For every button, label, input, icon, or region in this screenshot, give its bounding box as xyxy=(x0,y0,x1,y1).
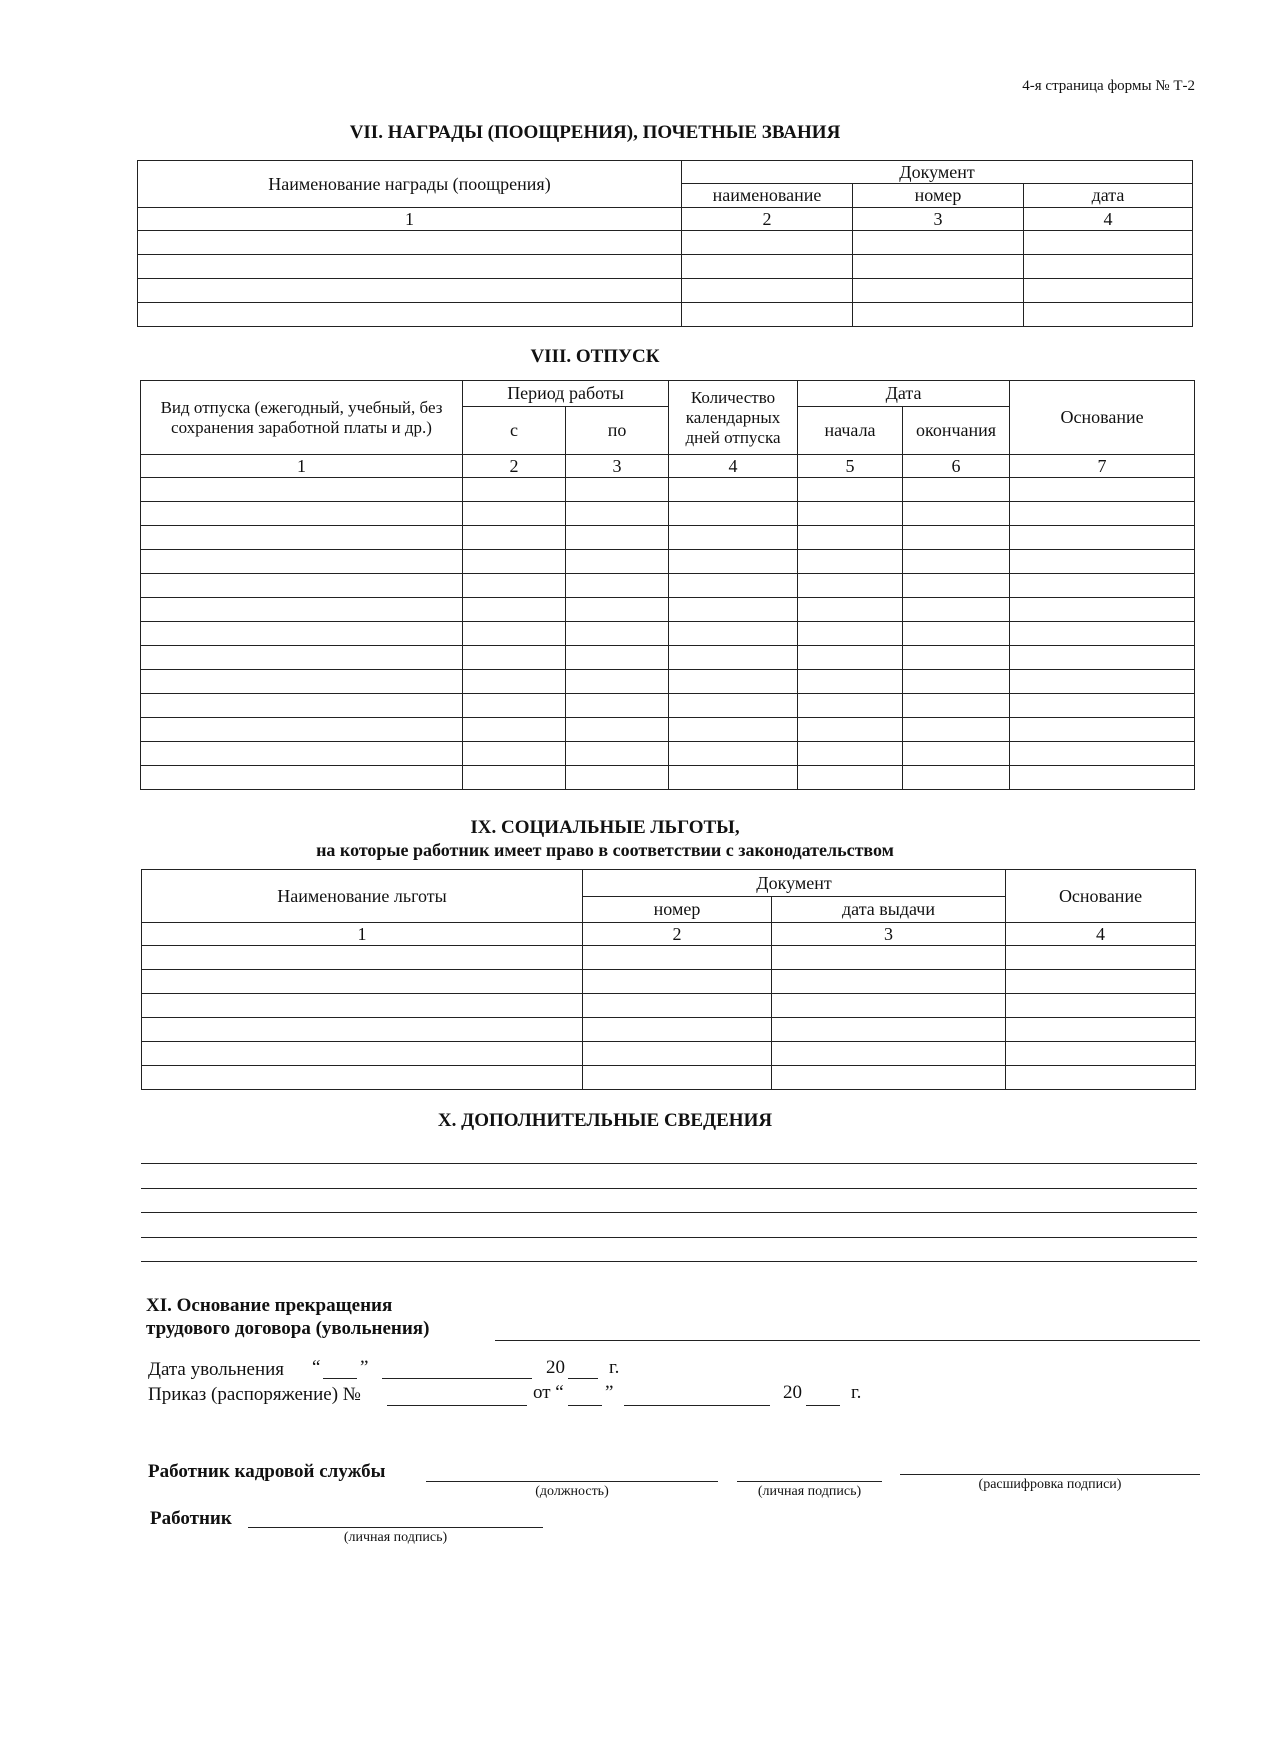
table-cell[interactable] xyxy=(566,622,669,646)
termination-title-line1: XI. Основание прекращения xyxy=(146,1295,393,1316)
additional-info-line[interactable] xyxy=(141,1188,1197,1189)
order-day-field[interactable] xyxy=(568,1405,602,1406)
table-cell[interactable] xyxy=(903,574,1010,598)
table-cell[interactable] xyxy=(798,598,903,622)
table-row xyxy=(138,303,1193,327)
column-number: 2 xyxy=(682,208,853,231)
order-label: Приказ (распоряжение) № xyxy=(148,1384,361,1405)
table-cell[interactable] xyxy=(903,742,1010,766)
table-cell[interactable] xyxy=(772,1066,1006,1090)
benefits-section-title: IX. СОЦИАЛЬНЫЕ ЛЬГОТЫ, xyxy=(470,817,740,838)
hr-signature-decoding-caption: (расшифровка подписи) xyxy=(978,1477,1122,1492)
awards-col-document: Документ xyxy=(682,161,1193,184)
employee-signature-field[interactable] xyxy=(248,1527,543,1528)
table-cell[interactable] xyxy=(903,694,1010,718)
table-cell[interactable] xyxy=(463,502,566,526)
table-cell[interactable] xyxy=(463,646,566,670)
hr-signature-decoding-field[interactable] xyxy=(900,1474,1200,1475)
table-cell[interactable] xyxy=(583,1042,772,1066)
column-number: 2 xyxy=(463,455,566,478)
column-number: 3 xyxy=(853,208,1024,231)
table-cell[interactable] xyxy=(903,502,1010,526)
table-cell[interactable] xyxy=(1010,694,1195,718)
table-cell[interactable] xyxy=(1010,766,1195,790)
table-cell[interactable] xyxy=(1006,970,1196,994)
order-from-label: от “ xyxy=(533,1382,564,1403)
dismissal-year-suffix: г. xyxy=(609,1357,620,1378)
table-cell[interactable] xyxy=(141,502,463,526)
table-cell[interactable] xyxy=(566,670,669,694)
table-cell[interactable] xyxy=(669,718,798,742)
table-row xyxy=(138,255,1193,279)
table-cell[interactable] xyxy=(1024,231,1193,255)
table-row xyxy=(141,502,1195,526)
table-cell[interactable] xyxy=(463,550,566,574)
table-cell[interactable] xyxy=(798,670,903,694)
table-cell[interactable] xyxy=(463,526,566,550)
additional-info-line[interactable] xyxy=(141,1237,1197,1238)
table-row xyxy=(142,994,1196,1018)
dismissal-day-field[interactable] xyxy=(323,1378,357,1379)
vacation-col-from: с xyxy=(463,407,566,455)
table-row xyxy=(142,1042,1196,1066)
table-cell[interactable] xyxy=(772,970,1006,994)
table-cell[interactable] xyxy=(682,255,853,279)
table-cell[interactable] xyxy=(1010,670,1195,694)
table-cell[interactable] xyxy=(138,231,682,255)
dismissal-year-field[interactable] xyxy=(568,1378,598,1379)
table-cell[interactable] xyxy=(566,694,669,718)
table-cell[interactable] xyxy=(1010,478,1195,502)
table-row xyxy=(141,550,1195,574)
vacation-col-period: Период работы xyxy=(463,381,669,407)
table-cell[interactable] xyxy=(853,279,1024,303)
table-cell[interactable] xyxy=(463,574,566,598)
table-cell[interactable] xyxy=(141,622,463,646)
table-cell[interactable] xyxy=(141,742,463,766)
vacation-col-basis: Основание xyxy=(1010,381,1195,455)
table-cell[interactable] xyxy=(141,526,463,550)
table-cell[interactable] xyxy=(903,670,1010,694)
awards-table xyxy=(137,160,1193,327)
table-cell[interactable] xyxy=(583,946,772,970)
table-cell[interactable] xyxy=(798,574,903,598)
table-cell[interactable] xyxy=(669,766,798,790)
column-number: 7 xyxy=(1010,455,1195,478)
table-cell[interactable] xyxy=(142,1018,583,1042)
awards-section-title: VII. НАГРАДЫ (ПООЩРЕНИЯ), ПОЧЕТНЫЕ ЗВАНИЯ xyxy=(349,122,841,143)
table-cell[interactable] xyxy=(669,646,798,670)
table-cell[interactable] xyxy=(1006,1018,1196,1042)
table-cell[interactable] xyxy=(669,598,798,622)
table-row xyxy=(141,670,1195,694)
table-cell[interactable] xyxy=(583,970,772,994)
hr-position-field[interactable] xyxy=(426,1481,718,1482)
table-cell[interactable] xyxy=(669,622,798,646)
dismissal-year-prefix: 20 xyxy=(546,1357,565,1378)
table-cell[interactable] xyxy=(1024,279,1193,303)
awards-number-row xyxy=(138,208,1193,231)
table-cell[interactable] xyxy=(566,646,669,670)
awards-col-doc-date: дата xyxy=(1024,184,1193,208)
table-cell[interactable] xyxy=(798,502,903,526)
additional-info-line[interactable] xyxy=(141,1163,1197,1164)
additional-info-line[interactable] xyxy=(141,1212,1197,1213)
table-cell[interactable] xyxy=(566,718,669,742)
table-cell[interactable] xyxy=(669,526,798,550)
table-cell[interactable] xyxy=(566,502,669,526)
benefits-col-issue-date: дата выдачи xyxy=(772,897,1006,923)
table-cell[interactable] xyxy=(903,526,1010,550)
table-cell[interactable] xyxy=(903,598,1010,622)
column-number: 1 xyxy=(142,923,583,946)
table-cell[interactable] xyxy=(1010,622,1195,646)
column-number: 4 xyxy=(1024,208,1193,231)
table-cell[interactable] xyxy=(798,718,903,742)
awards-col-doc-name: наименование xyxy=(682,184,853,208)
table-cell[interactable] xyxy=(142,994,583,1018)
table-cell[interactable] xyxy=(141,478,463,502)
table-row xyxy=(142,970,1196,994)
table-cell[interactable] xyxy=(669,478,798,502)
table-cell[interactable] xyxy=(566,478,669,502)
order-year-field[interactable] xyxy=(806,1405,840,1406)
hr-signature-caption: (личная подпись) xyxy=(757,1484,862,1499)
vacation-col-type: Вид отпуска (ежегодный, учебный, без сохранения заработной платы и др.) xyxy=(141,381,463,455)
hr-signature-field[interactable] xyxy=(737,1481,882,1482)
vacation-col-end: окончания xyxy=(903,407,1010,455)
table-cell[interactable] xyxy=(141,598,463,622)
table-cell[interactable] xyxy=(669,670,798,694)
table-cell[interactable] xyxy=(1010,718,1195,742)
table-cell[interactable] xyxy=(463,766,566,790)
table-cell[interactable] xyxy=(142,946,583,970)
table-cell[interactable] xyxy=(583,1066,772,1090)
table-cell[interactable] xyxy=(798,646,903,670)
table-cell[interactable] xyxy=(798,694,903,718)
dismissal-day-quote-close: ” xyxy=(360,1357,369,1378)
table-cell[interactable] xyxy=(463,670,566,694)
table-cell[interactable] xyxy=(853,255,1024,279)
order-day-quote-close: ” xyxy=(605,1382,614,1403)
table-cell[interactable] xyxy=(1006,1066,1196,1090)
table-cell[interactable] xyxy=(853,231,1024,255)
table-cell[interactable] xyxy=(141,646,463,670)
order-number-field[interactable] xyxy=(387,1405,527,1406)
table-row xyxy=(142,1066,1196,1090)
table-cell[interactable] xyxy=(566,550,669,574)
column-number: 6 xyxy=(903,455,1010,478)
column-number: 4 xyxy=(1006,923,1196,946)
awards-col-doc-number: номер xyxy=(853,184,1024,208)
table-row xyxy=(141,718,1195,742)
table-cell[interactable] xyxy=(142,1066,583,1090)
table-row xyxy=(141,742,1195,766)
table-cell[interactable] xyxy=(1010,502,1195,526)
benefits-col-basis: Основание xyxy=(1006,870,1196,923)
table-cell[interactable] xyxy=(682,231,853,255)
table-cell[interactable] xyxy=(463,694,566,718)
table-cell[interactable] xyxy=(772,946,1006,970)
table-cell[interactable] xyxy=(1010,646,1195,670)
table-cell[interactable] xyxy=(903,478,1010,502)
table-cell[interactable] xyxy=(141,694,463,718)
table-cell[interactable] xyxy=(1010,742,1195,766)
termination-basis-field[interactable] xyxy=(495,1340,1200,1341)
table-row xyxy=(138,231,1193,255)
benefits-col-name: Наименование льготы xyxy=(142,870,583,923)
employee-signature-caption: (личная подпись) xyxy=(343,1530,448,1545)
table-cell[interactable] xyxy=(1024,303,1193,327)
table-cell[interactable] xyxy=(1010,574,1195,598)
column-number: 3 xyxy=(566,455,669,478)
form-page-note: 4-я страница формы № Т-2 xyxy=(1022,78,1195,94)
table-cell[interactable] xyxy=(463,598,566,622)
table-cell[interactable] xyxy=(853,303,1024,327)
benefits-col-number: номер xyxy=(583,897,772,923)
table-cell[interactable] xyxy=(141,574,463,598)
benefits-number-row xyxy=(142,923,1196,946)
table-cell[interactable] xyxy=(772,1018,1006,1042)
table-cell[interactable] xyxy=(566,766,669,790)
order-year-suffix: г. xyxy=(851,1382,862,1403)
table-cell[interactable] xyxy=(566,742,669,766)
vacation-section-title: VIII. ОТПУСК xyxy=(530,346,660,367)
table-cell[interactable] xyxy=(566,598,669,622)
table-cell[interactable] xyxy=(142,970,583,994)
dismissal-month-field[interactable] xyxy=(382,1378,532,1379)
table-cell[interactable] xyxy=(798,622,903,646)
table-row xyxy=(141,598,1195,622)
table-cell[interactable] xyxy=(798,526,903,550)
table-cell[interactable] xyxy=(566,526,669,550)
table-cell[interactable] xyxy=(1010,526,1195,550)
table-cell[interactable] xyxy=(138,303,682,327)
table-cell[interactable] xyxy=(463,622,566,646)
table-cell[interactable] xyxy=(583,1018,772,1042)
table-cell[interactable] xyxy=(1024,255,1193,279)
table-cell[interactable] xyxy=(141,670,463,694)
vacation-number-row xyxy=(141,455,1195,478)
column-number: 4 xyxy=(669,455,798,478)
table-cell[interactable] xyxy=(138,279,682,303)
table-cell[interactable] xyxy=(141,718,463,742)
table-cell[interactable] xyxy=(463,742,566,766)
table-cell[interactable] xyxy=(772,1042,1006,1066)
table-cell[interactable] xyxy=(798,550,903,574)
termination-title-line2: трудового договора (увольнения) xyxy=(146,1318,430,1339)
table-cell[interactable] xyxy=(142,1042,583,1066)
awards-col-name: Наименование награды (поощрения) xyxy=(138,161,682,208)
table-row xyxy=(141,478,1195,502)
table-cell[interactable] xyxy=(669,550,798,574)
table-cell[interactable] xyxy=(1006,946,1196,970)
table-row xyxy=(141,766,1195,790)
table-row xyxy=(138,279,1193,303)
table-cell[interactable] xyxy=(903,766,1010,790)
table-row xyxy=(141,526,1195,550)
column-number: 1 xyxy=(138,208,682,231)
column-number: 3 xyxy=(772,923,1006,946)
table-cell[interactable] xyxy=(1010,598,1195,622)
table-cell[interactable] xyxy=(772,994,1006,1018)
benefits-table xyxy=(141,869,1196,1090)
table-cell[interactable] xyxy=(566,574,669,598)
order-year-prefix: 20 xyxy=(783,1382,802,1403)
table-cell[interactable] xyxy=(463,478,566,502)
table-cell[interactable] xyxy=(798,766,903,790)
dismissal-day-quote-open: “ xyxy=(312,1357,321,1378)
table-cell[interactable] xyxy=(583,994,772,1018)
employee-label: Работник xyxy=(150,1508,232,1529)
table-cell[interactable] xyxy=(798,742,903,766)
order-month-field[interactable] xyxy=(624,1405,770,1406)
vacation-col-to: по xyxy=(566,407,669,455)
table-row xyxy=(142,1018,1196,1042)
table-cell[interactable] xyxy=(141,550,463,574)
vacation-table xyxy=(140,380,1195,790)
table-row xyxy=(141,694,1195,718)
table-row xyxy=(142,946,1196,970)
table-cell[interactable] xyxy=(1010,550,1195,574)
table-cell[interactable] xyxy=(669,574,798,598)
table-row xyxy=(141,574,1195,598)
table-row xyxy=(141,646,1195,670)
column-number: 5 xyxy=(798,455,903,478)
vacation-col-days: Количество календарных дней отпуска xyxy=(669,381,798,455)
table-cell[interactable] xyxy=(463,718,566,742)
table-cell[interactable] xyxy=(682,303,853,327)
dismissal-date-label: Дата увольнения xyxy=(148,1359,285,1380)
hr-worker-label: Работник кадровой службы xyxy=(148,1461,386,1482)
table-cell[interactable] xyxy=(1006,994,1196,1018)
table-cell[interactable] xyxy=(669,694,798,718)
table-cell[interactable] xyxy=(669,502,798,526)
additional-section-title: X. ДОПОЛНИТЕЛЬНЫЕ СВЕДЕНИЯ xyxy=(437,1110,773,1131)
table-cell[interactable] xyxy=(138,255,682,279)
benefits-col-document: Документ xyxy=(583,870,1006,897)
vacation-col-date: Дата xyxy=(798,381,1010,407)
table-cell[interactable] xyxy=(1006,1042,1196,1066)
table-cell[interactable] xyxy=(669,742,798,766)
table-cell[interactable] xyxy=(903,646,1010,670)
vacation-col-start: начала xyxy=(798,407,903,455)
table-cell[interactable] xyxy=(798,478,903,502)
column-number: 2 xyxy=(583,923,772,946)
column-number: 1 xyxy=(141,455,463,478)
benefits-section-subtitle: на которые работник имеет право в соответствии с законодательством xyxy=(316,840,894,860)
table-cell[interactable] xyxy=(682,279,853,303)
hr-position-caption: (должность) xyxy=(535,1484,609,1499)
table-cell[interactable] xyxy=(141,766,463,790)
table-row xyxy=(141,622,1195,646)
table-cell[interactable] xyxy=(903,718,1010,742)
table-cell[interactable] xyxy=(903,622,1010,646)
additional-info-line[interactable] xyxy=(141,1261,1197,1262)
table-cell[interactable] xyxy=(903,550,1010,574)
